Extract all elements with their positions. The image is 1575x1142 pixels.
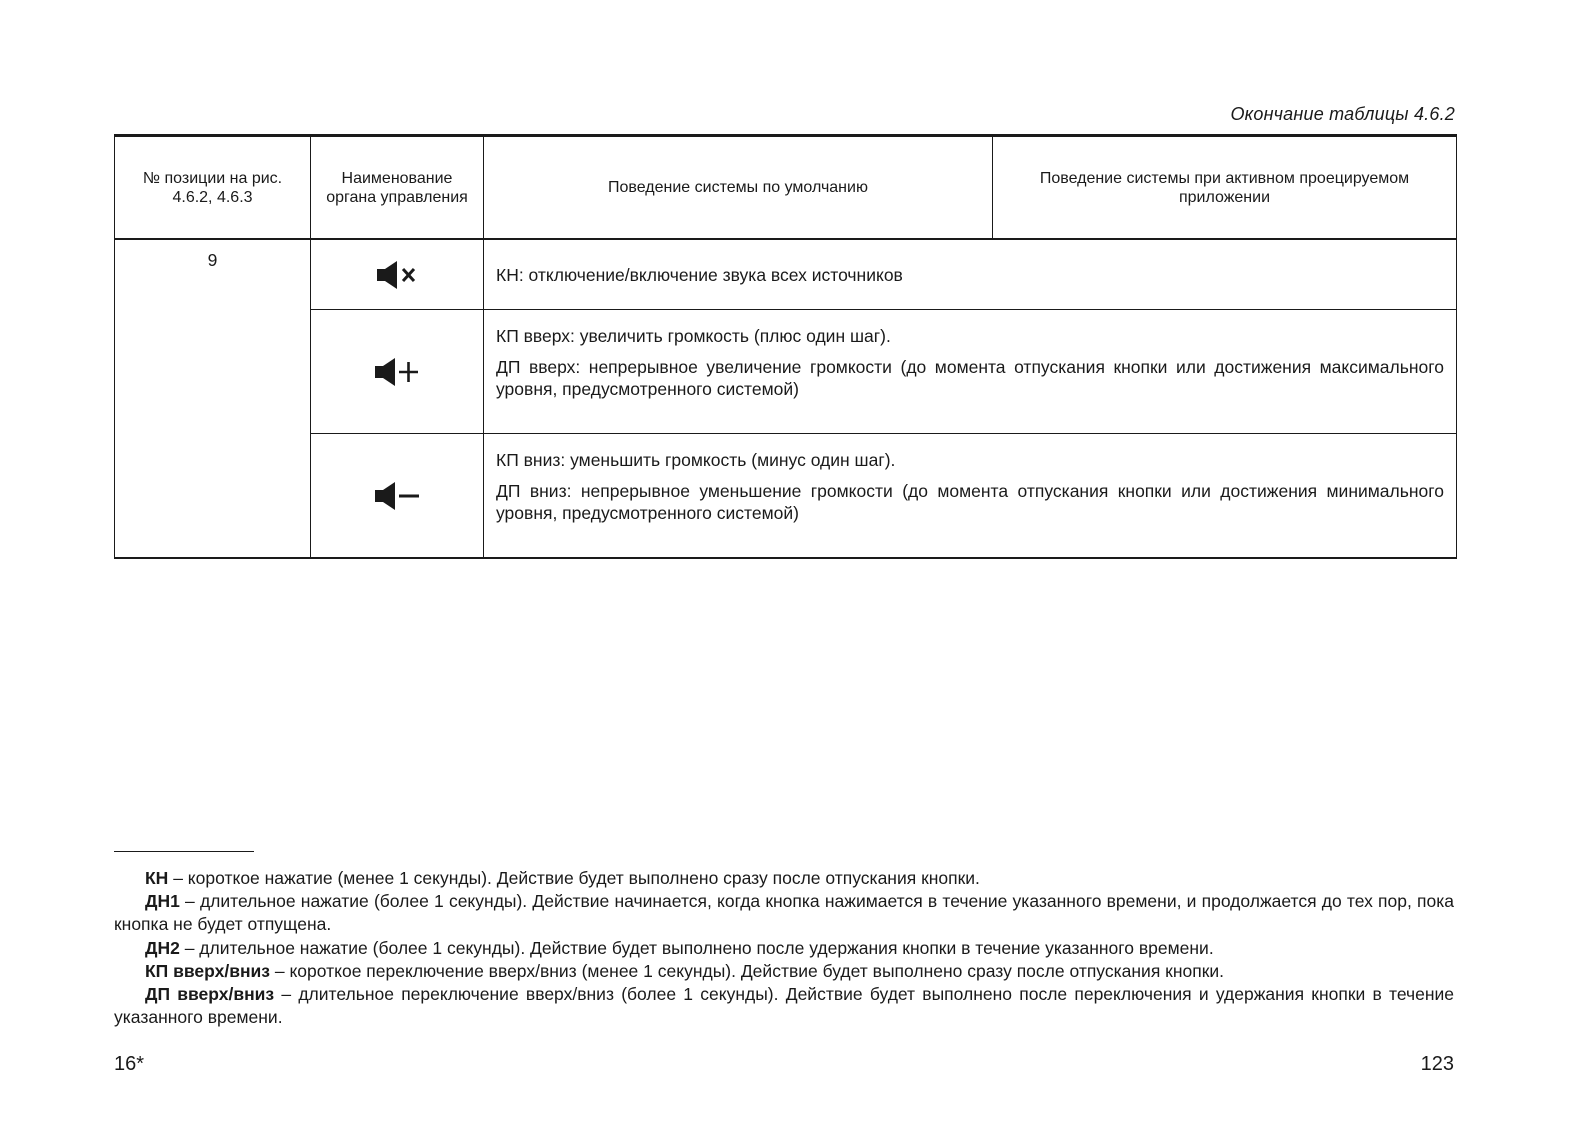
row-description — [484, 310, 1457, 434]
footnote-term: ДН2 — [145, 937, 180, 958]
volume-up-icon — [373, 355, 421, 389]
icon-cell — [311, 310, 484, 434]
table-caption: Окончание таблицы 4.6.2 — [1230, 104, 1455, 124]
header-control-name: Наименование органа управления — [311, 136, 484, 240]
table-header-row — [115, 136, 1457, 240]
table-row — [115, 239, 1457, 310]
volume-down-icon — [373, 479, 421, 513]
footnote-divider — [114, 851, 254, 852]
footnote-text: – длительное нажатие (более 1 секунды). Действие будет выполнено после удержания кнопки в течение указанного времени. — [179, 937, 1214, 958]
table-row — [115, 434, 1457, 559]
description-line: ДП вверх: непрерывное увеличение громкости (до момента отпускания кнопки или достижения максимального уровня, предусмотренного системой) — [496, 357, 1444, 399]
page-signature: 16* — [114, 1053, 145, 1075]
header-position: № позиции на рис. 4.6.2, 4.6.3 — [115, 136, 311, 240]
page-number: 123 — [1420, 1053, 1454, 1075]
footnote — [114, 960, 1454, 983]
controls-table — [114, 134, 1456, 559]
row-description — [484, 239, 1457, 310]
footnote-term: ДП вверх/вниз — [145, 984, 275, 1005]
row-description — [484, 434, 1457, 559]
description-line: ДП вниз: непрерывное уменьшение громкости (до момента отпускания кнопки или достижения минимального уровня, предусмотренного системой) — [496, 481, 1444, 523]
footnote — [114, 890, 1454, 936]
footnote — [114, 983, 1454, 1029]
icon-cell — [311, 239, 484, 310]
footnote-term: КН — [145, 868, 169, 888]
footnote — [114, 867, 1454, 890]
volume-mute-icon — [375, 258, 419, 292]
footnote-text: – длительное переключение вверх/вниз (более 1 секунды). Действие будет выполнено после переключения и удержания кнопки в течение указанного времени. — [114, 984, 1454, 1028]
footnote-term: КП вверх/вниз — [145, 960, 270, 981]
header-default-behavior: Поведение системы по умолчанию — [484, 136, 993, 240]
footnote-text: – длительное нажатие (более 1 секунды). Действие начинается, когда кнопка нажимается в течение указанного времени, и продолжается до тех пор, пока кнопка не будет отпущена. — [114, 891, 1454, 935]
position-number: 9 — [115, 239, 311, 558]
description-line: КН: отключение/включение звука всех источников — [496, 264, 903, 285]
description-line: КП вниз: уменьшить громкость (минус один шаг). — [496, 450, 896, 470]
footnote — [114, 937, 1454, 960]
footnote-text: – короткое нажатие (менее 1 секунды). Действие будет выполнено сразу после отпускания кнопки. — [168, 868, 980, 888]
description-line: КП вверх: увеличить громкость (плюс один шаг). — [496, 326, 891, 346]
footnote-term: ДН1 — [145, 891, 180, 912]
icon-cell — [311, 434, 484, 559]
table-row — [115, 310, 1457, 434]
header-projected-behavior: Поведение системы при активном проецируемом приложении — [993, 136, 1457, 240]
footnotes — [114, 867, 1454, 1029]
footnote-text: – короткое переключение вверх/вниз (менее 1 секунды). Действие будет выполнено сразу после отпускания кнопки. — [269, 960, 1224, 981]
